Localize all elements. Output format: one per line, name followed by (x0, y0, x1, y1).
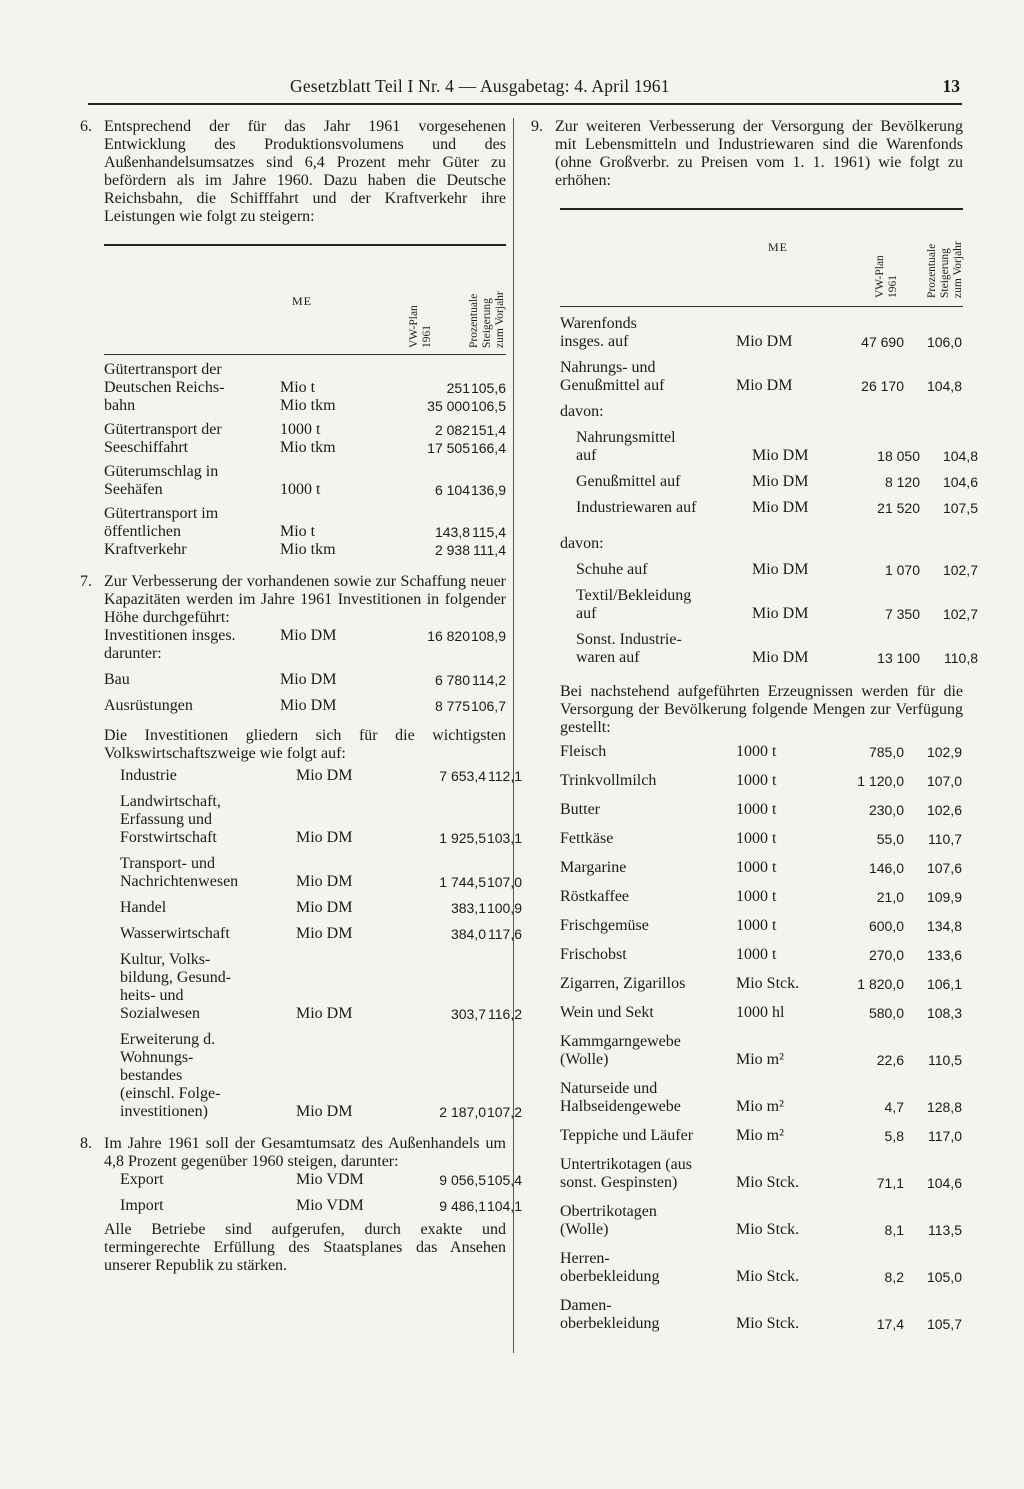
table-row (104, 1197, 522, 1215)
table-row (560, 473, 978, 491)
row-plan-value: 8 775 (434, 698, 470, 714)
row-name: Landwirtschaft, Erfassung und Forstwirtschaft (120, 793, 221, 846)
investment-table (104, 627, 522, 1121)
row-plan-value: 143,8 2 938 (434, 524, 470, 558)
section-6 (80, 118, 506, 226)
row-unit: 1000 t (736, 772, 777, 789)
table-row (560, 1203, 963, 1239)
row-name: davon: (560, 535, 604, 552)
section-number: 8. (80, 1135, 92, 1152)
row-plan-value: 17,4 (876, 1316, 904, 1332)
row-name: Gütertransport im öffentlichen Kraftverkehr (104, 505, 219, 558)
table-row (560, 975, 963, 993)
row-percent: 115,4 111,4 (472, 524, 506, 558)
table-row (560, 429, 978, 465)
table-row (560, 1033, 963, 1069)
row-percent: 105,0 (926, 1269, 962, 1285)
table-row (560, 888, 963, 906)
row-unit: 1000 t (280, 481, 321, 498)
row-plan-value: 9 486,1 (439, 1198, 486, 1214)
row-unit: Mio DM (296, 899, 353, 916)
row-name: Herren- oberbekleidung (560, 1250, 660, 1285)
section-text: Im Jahre 1961 soll der Gesamtumsatz des Außenhandels um 4,8 Prozent gegenüber 1960 steigen, darunter: (104, 1135, 506, 1170)
row-plan-value: 6 104 (434, 482, 470, 498)
row-unit: 1000 t (736, 859, 777, 876)
table-row (104, 505, 506, 559)
row-percent: 102,7 (942, 606, 978, 622)
section-number: 7. (80, 573, 92, 590)
table-row (104, 951, 522, 1023)
row-unit: 1000 t Mio tkm (280, 421, 336, 456)
row-unit: Mio t Mio tkm (280, 523, 336, 558)
row-plan-value: 1 120,0 (857, 773, 904, 789)
header-rule (88, 103, 962, 105)
row-name: Fettkäse (560, 830, 614, 847)
row-name: Teppiche und Läufer (560, 1127, 694, 1144)
table-row (104, 361, 506, 415)
row-name: Erweiterung d. Wohnungs- bestandes (einschl. Folge- investitionen) (120, 1031, 221, 1120)
row-plan-value: 5,8 (884, 1128, 904, 1144)
row-unit: Mio DM (736, 377, 793, 394)
row-percent: 104,6 (926, 1175, 962, 1191)
row-unit: Mio Stck. (736, 1174, 800, 1191)
row-plan-value: 7 653,4 (439, 768, 486, 784)
row-unit: Mio DM (296, 1103, 353, 1120)
row-percent: 108,9 (470, 628, 506, 644)
table-row (560, 946, 963, 964)
row-name: davon: (560, 403, 604, 420)
row-plan-value: 8 120 (884, 474, 920, 490)
section-8 (80, 1135, 506, 1171)
row-name: Güterumschlag in Seehäfen (104, 463, 219, 498)
row-percent: 109,9 (926, 889, 962, 905)
row-name: Trinkvollmilch (560, 772, 657, 789)
row-name: Wasserwirtschaft (120, 925, 230, 942)
row-unit: Mio VDM (296, 1171, 364, 1188)
row-name: Kultur, Volks- bildung, Gesund- heits- und Sozialwesen (120, 951, 232, 1022)
row-name: Gütertransport der Deutschen Reichs- bahn (104, 361, 225, 414)
table-row (104, 855, 522, 891)
row-name: Export (120, 1171, 164, 1188)
row-unit: 1000 hl (736, 1004, 785, 1021)
row-percent: 107,2 (486, 1104, 522, 1120)
row-plan-value: 2 187,0 (439, 1104, 486, 1120)
row-plan-value: 600,0 (868, 918, 904, 934)
header-pct: Prozentuale Steigerung zum Vorjahr (926, 241, 964, 298)
row-percent: 110,5 (928, 1052, 962, 1068)
trade-table (104, 1171, 522, 1275)
row-unit: 1000 t (736, 743, 777, 760)
row-name: Röstkaffee (560, 888, 630, 905)
table-row (560, 561, 978, 579)
row-unit: Mio DM (752, 605, 809, 622)
row-name: Butter (560, 801, 600, 818)
row-name: Damen- oberbekleidung (560, 1297, 660, 1332)
row-name: Handel (120, 899, 167, 916)
row-unit: Mio DM (296, 1005, 353, 1022)
row-percent: 110,8 (944, 650, 978, 666)
row-plan-value: 2 082 17 505 (427, 422, 470, 456)
row-name: Nahrungsmittel auf (576, 429, 676, 464)
header-pct: Prozentuale Steigerung zum Vorjahr (468, 291, 506, 348)
row-percent: 106,0 (926, 334, 962, 350)
gazette-title: Gesetzblatt Teil I Nr. 4 — Ausgabetag: 4. April 1961 (290, 76, 670, 96)
row-percent: 105,7 (926, 1316, 962, 1332)
row-name: Sonst. Industrie- waren auf (576, 631, 682, 666)
row-percent: 102,7 (942, 562, 978, 578)
row-percent: 100,9 (486, 900, 522, 916)
row-unit: Mio Stck. (736, 1221, 800, 1238)
row-name: Gütertransport der Seeschiffahrt (104, 421, 222, 456)
row-plan-value: 303,7 (450, 1006, 486, 1022)
row-name: Obertrikotagen (Wolle) (560, 1203, 657, 1238)
row-name: Bau (104, 671, 130, 688)
row-unit: Mio t Mio tkm (280, 379, 336, 414)
table-row (560, 359, 963, 395)
row-percent: 117,6 (488, 926, 522, 942)
row-unit: 1000 t (736, 946, 777, 963)
table-row (560, 403, 963, 421)
row-name: Margarine (560, 859, 627, 876)
row-percent: 104,8 (942, 448, 978, 464)
row-percent: 107,0 (926, 773, 962, 789)
row-name: Frischgemüse (560, 917, 649, 934)
row-unit: Mio DM (296, 873, 353, 890)
row-percent: 102,6 (926, 802, 962, 818)
table-row (560, 1004, 963, 1022)
row-name: Genußmittel auf (576, 473, 681, 490)
row-plan-value: 21,0 (876, 889, 904, 905)
row-name: Textil/Bekleidung auf (576, 587, 692, 622)
table-row (560, 743, 963, 761)
section-9 (531, 118, 963, 190)
row-unit: Mio DM (296, 829, 353, 846)
row-plan-value: 146,0 (868, 860, 904, 876)
row-plan-value: 7 350 (884, 606, 920, 622)
row-name: Warenfonds insges. auf (560, 315, 637, 350)
table-row (560, 631, 978, 667)
row-unit: Mio m² (736, 1051, 784, 1068)
row-percent: 106,1 (926, 976, 962, 992)
row-plan-value: 21 520 (877, 500, 920, 516)
row-name: Import (120, 1197, 164, 1214)
row-plan-value: 580,0 (868, 1005, 904, 1021)
row-unit: Mio DM (752, 473, 809, 490)
section-text: Zur Verbesserung der vorhandenen sowie zur Schaffung neuer Kapazitäten werden im Jahre 1961 Investitionen in folgender Höhe durchgeführt: (104, 573, 506, 626)
row-percent: 108,3 (926, 1005, 962, 1021)
section-7 (80, 573, 506, 627)
row-unit: Mio DM (752, 499, 809, 516)
table-row (560, 801, 963, 819)
table-row (104, 671, 506, 689)
row-percent: 104,1 (486, 1198, 522, 1214)
table-row (104, 421, 506, 457)
table-row (104, 793, 522, 847)
row-unit: Mio DM (280, 627, 337, 644)
row-percent: 116,2 (488, 1006, 522, 1022)
table-row (104, 1171, 522, 1189)
row-percent: 117,0 (928, 1128, 962, 1144)
table-row (560, 1080, 963, 1116)
left-column (80, 118, 522, 1275)
row-unit: Mio DM (752, 561, 809, 578)
column-divider (513, 118, 514, 1353)
row-percent: 105,4 (486, 1172, 522, 1188)
row-unit: Mio m² (736, 1098, 784, 1115)
table-row (560, 917, 963, 935)
row-name: Naturseide und Halbseidengewebe (560, 1080, 681, 1115)
row-percent: 113,5 (928, 1222, 962, 1238)
header-plan: VW-Plan 1961 (874, 255, 899, 298)
table-header (560, 210, 963, 318)
page-number: 13 (942, 76, 960, 96)
row-plan-value: 270,0 (868, 947, 904, 963)
row-name: Frischobst (560, 946, 627, 963)
row-plan-value: 8,2 (884, 1269, 904, 1285)
row-name: Kammgarngewebe (Wolle) (560, 1033, 681, 1068)
row-percent: 105,6 106,5 (470, 380, 506, 414)
row-name: Transport- und Nachrichtenwesen (120, 855, 239, 890)
row-percent: 107,6 (926, 860, 962, 876)
row-unit: Mio DM (736, 333, 793, 350)
table-row (560, 772, 963, 790)
row-percent: 133,6 (926, 947, 962, 963)
table-row (560, 859, 963, 877)
row-name: Investitionen insges. darunter: (104, 627, 236, 662)
table-row (104, 627, 506, 663)
row-percent: 104,6 (942, 474, 978, 490)
table-body (560, 307, 978, 667)
table-row (560, 1297, 963, 1333)
row-plan-value: 251 35 000 (427, 380, 470, 414)
row-unit: Mio Stck. (736, 1315, 800, 1332)
row-name: Industriewaren auf (576, 499, 697, 516)
table-row (104, 899, 522, 917)
table-row (560, 315, 963, 351)
table-row (104, 767, 522, 785)
table-row (560, 499, 978, 517)
row-name: Ausrüstungen (104, 697, 193, 714)
row-percent: 106,7 (470, 698, 506, 714)
row-unit: 1000 t (736, 801, 777, 818)
table-row (560, 587, 978, 623)
section-number: 6. (80, 118, 92, 135)
table-row (560, 1127, 963, 1145)
page-header (290, 77, 962, 99)
row-unit: Mio DM (752, 649, 809, 666)
row-plan-value: 383,1 (450, 900, 486, 916)
section-text: Zur weiteren Verbesserung der Versorgung der Bevölkerung mit Lebensmitteln und Industriewaren sind die Warenfonds (ohne Großverbr. zu Preisen vom 1. 1. 1961) wie folgt zu erhöhen: (555, 118, 963, 189)
section-text: Entsprechend der für das Jahr 1961 vorgesehenen Entwicklung des Produktionsvolumens und des Außenhandelsumsatzes sind 6,4 Prozent mehr Güter zu befördern als im Jahre 1960. Dazu haben die Deutsche Reichsbahn, die Schifffahrt und der Kraftverkehr ihre Leistungen wie folgt zu steigern: (104, 118, 506, 225)
row-unit: Mio Stck. (736, 1268, 800, 1285)
row-plan-value: 9 056,5 (439, 1172, 486, 1188)
row-name: Fleisch (560, 743, 607, 760)
row-unit: Mio VDM (296, 1197, 364, 1214)
row-plan-value: 1 070 (884, 562, 920, 578)
section-text-2: Bei nachstehend aufgeführten Erzeugnissen werden für die Versorgung der Bevölkerung folgende Mengen zur Verfügung gestellt: (560, 683, 963, 736)
row-unit: Mio DM (752, 447, 809, 464)
row-percent: 128,8 (926, 1099, 962, 1115)
row-percent: 102,9 (926, 744, 962, 760)
row-plan-value: 26 170 (861, 378, 904, 394)
row-name: Wein und Sekt (560, 1004, 654, 1021)
row-name: Zigarren, Zigarillos (560, 975, 686, 992)
right-column (531, 118, 978, 1333)
row-plan-value: 1 820,0 (857, 976, 904, 992)
row-percent: 107,5 (942, 500, 978, 516)
row-percent: 114,2 (472, 672, 506, 688)
table-row (104, 1031, 522, 1121)
header-me: ME (292, 294, 312, 308)
row-name: Nahrungs- und Genußmittel auf (560, 359, 665, 394)
row-plan-value: 1 925,5 (439, 830, 486, 846)
row-plan-value: 8,1 (884, 1222, 904, 1238)
row-plan-value: 1 744,5 (439, 874, 486, 890)
row-percent: 112,1 (488, 768, 522, 784)
header-me: ME (768, 240, 788, 254)
row-unit: Mio m² (736, 1127, 784, 1144)
row-unit: Mio Stck. (736, 975, 800, 992)
row-percent: 104,8 (926, 378, 962, 394)
table-header (104, 246, 506, 354)
row-plan-value: 71,1 (876, 1175, 904, 1191)
row-plan-value: 230,0 (868, 802, 904, 818)
row-plan-value: 18 050 (877, 448, 920, 464)
table-row (560, 830, 963, 848)
row-percent: 107,0 (486, 874, 522, 890)
row-percent: 103,1 (486, 830, 522, 846)
row-plan-value: 22,6 (876, 1052, 904, 1068)
row-percent: 110,7 (928, 831, 962, 847)
row-unit: 1000 t (736, 888, 777, 905)
row-percent: 151,4 166,4 (470, 422, 506, 456)
row-plan-value: 6 780 (434, 672, 470, 688)
table-row (560, 1156, 963, 1192)
table-row (560, 1250, 963, 1286)
row-unit: Mio DM (296, 925, 353, 942)
row-unit: 1000 t (736, 830, 777, 847)
row-name: Untertrikotagen (aus sonst. Gespinsten) (560, 1156, 692, 1191)
row-name: Schuhe auf (576, 561, 648, 578)
row-plan-value: 16 820 (427, 628, 470, 644)
table-row (560, 535, 963, 553)
row-unit: Mio DM (296, 767, 353, 784)
row-unit: Mio DM (280, 697, 337, 714)
row-percent: 134,8 (926, 918, 962, 934)
table-row (104, 463, 506, 499)
row-plan-value: 4,7 (884, 1099, 904, 1115)
row-plan-value: 13 100 (877, 650, 920, 666)
row-unit: Mio DM (280, 671, 337, 688)
goods-fund-table (560, 208, 978, 1333)
table-body (104, 355, 506, 559)
row-plan-value: 384,0 (450, 926, 486, 942)
row-name: Industrie (120, 767, 177, 784)
row-plan-value: 55,0 (876, 831, 904, 847)
row-plan-value: 47 690 (861, 334, 904, 350)
row-plan-value: 785,0 (868, 744, 904, 760)
transport-table (104, 244, 506, 559)
row-percent: 136,9 (470, 482, 506, 498)
closing-text: Alle Betriebe sind aufgerufen, durch exakte und termingerechte Erfüllung des Staatsplanes das Ansehen unserer Republik zu stärken. (104, 1221, 506, 1274)
table-row (104, 697, 506, 715)
row-unit: 1000 t (736, 917, 777, 934)
section-text-2: Die Investitionen gliedern sich für die wichtigsten Volkswirtschaftszweige wie folgt auf: (104, 727, 506, 762)
table-row (104, 925, 522, 943)
section-number: 9. (531, 118, 543, 135)
header-plan: VW-Plan 1961 (408, 305, 433, 348)
